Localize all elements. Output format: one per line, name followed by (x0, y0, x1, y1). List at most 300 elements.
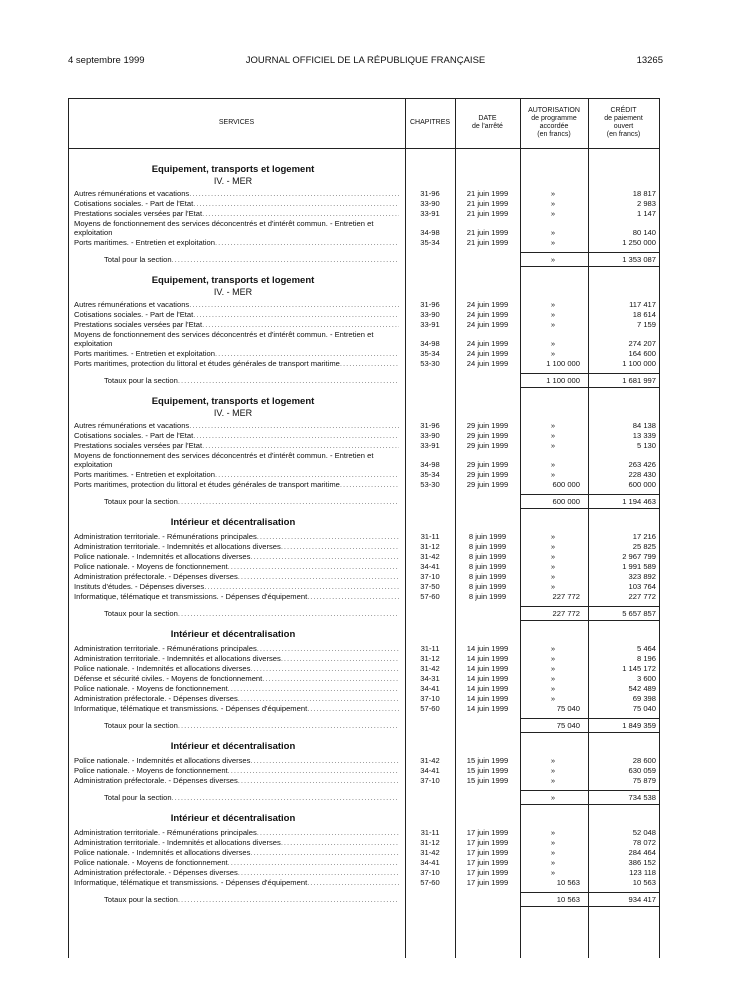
chapitre-cell: 57-60 (420, 704, 440, 713)
credit-cell: 542 489 (628, 684, 656, 693)
section-heading (68, 396, 660, 419)
date-cell: 29 juin 1999 (466, 480, 509, 489)
leader-dots (250, 848, 399, 858)
leader-dots (228, 858, 399, 868)
chapitre-cell: 34-31 (420, 674, 440, 683)
section-total-row (68, 608, 660, 620)
leader-dots (250, 664, 399, 674)
table-row (68, 330, 660, 349)
service-label: Instituts d'études. - Dépenses diverses (74, 582, 205, 591)
service-label: Administration territoriale. - Indemnités et allocations diverses (74, 838, 281, 847)
leader-dots (178, 608, 399, 620)
autorisation-cell: » (550, 470, 556, 479)
section-title: Intérieur et décentralisation (170, 813, 296, 824)
chapitre-cell: 31-96 (420, 300, 440, 309)
service-cell (74, 562, 399, 572)
service-label: Police nationale. - Moyens de fonctionnement (74, 858, 228, 867)
autorisation-cell: » (550, 552, 556, 561)
credit-cell: 1 100 000 (622, 359, 656, 368)
total-label: Totaux pour la section (104, 721, 178, 730)
column-header-credit: CRÉDIT de paiement ouvert (en francs) (604, 107, 643, 138)
credit-cell: 164 600 (628, 349, 656, 358)
autorisation-cell: » (550, 562, 556, 571)
section-title: Equipement, transports et logement (151, 275, 315, 286)
total-credit: 1 849 359 (622, 721, 656, 730)
table-row (68, 878, 660, 888)
chapitre-cell: 37-10 (420, 868, 440, 877)
service-cell: Moyens de fonctionnement des services déconcentrés et d'intérêt commun. - Entretien et exploitation (74, 451, 374, 469)
service-label: Défense et sécurité civiles. - Moyens de fonctionnement (74, 674, 263, 683)
leader-dots (340, 480, 399, 490)
leader-dots (204, 582, 399, 592)
credit-cell: 274 207 (628, 339, 656, 348)
chapitre-cell: 37-10 (420, 694, 440, 703)
service-cell (74, 704, 399, 714)
chapitre-cell: 33-90 (420, 431, 440, 440)
table-row (68, 189, 660, 199)
leader-dots (228, 766, 399, 776)
section-title: Equipement, transports et logement (151, 396, 315, 407)
service-label: Informatique, télématique et transmissions. - Dépenses d'équipement (74, 592, 308, 601)
total-label: Totaux pour la section (104, 609, 178, 618)
service-label: Autres rémunérations et vacations (74, 189, 190, 198)
chapitre-cell: 35-34 (420, 470, 440, 479)
service-cell (74, 349, 399, 359)
total-autorisation: 75 040 (556, 721, 580, 730)
credit-cell: 75 879 (632, 776, 656, 785)
table-row (68, 694, 660, 704)
leader-dots (193, 310, 399, 320)
service-cell (74, 694, 399, 704)
autorisation-cell: » (550, 684, 556, 693)
autorisation-cell: » (550, 300, 556, 309)
service-label: Administration territoriale. - Rémunérations principales (74, 828, 257, 837)
chapitre-cell: 31-96 (420, 421, 440, 430)
service-cell (74, 470, 399, 480)
date-cell: 8 juin 1999 (468, 562, 507, 571)
credit-cell: 117 417 (629, 300, 656, 309)
date-cell: 17 juin 1999 (466, 848, 509, 857)
date-cell: 24 juin 1999 (466, 339, 509, 348)
leader-dots (238, 694, 399, 704)
service-cell (74, 766, 399, 776)
service-cell (74, 552, 399, 562)
table-row (68, 868, 660, 878)
service-label: Informatique, télématique et transmissions. - Dépenses d'équipement (74, 878, 308, 887)
leader-dots (215, 238, 399, 248)
leader-dots (238, 868, 399, 878)
table-row (68, 451, 660, 470)
table-row (68, 684, 660, 694)
leader-dots (215, 470, 399, 480)
date-cell: 24 juin 1999 (466, 349, 509, 358)
date-cell: 21 juin 1999 (466, 199, 509, 208)
credit-cell: 25 825 (632, 542, 656, 551)
total-label-cell (104, 496, 399, 508)
section-total-row (68, 792, 660, 804)
table-row (68, 320, 660, 330)
date-cell: 29 juin 1999 (466, 460, 509, 469)
service-cell (74, 310, 399, 320)
autorisation-cell: » (550, 756, 556, 765)
credit-cell: 123 118 (629, 868, 656, 877)
date-cell: 17 juin 1999 (466, 868, 509, 877)
chapitre-cell: 35-34 (420, 238, 440, 247)
section-heading (68, 164, 660, 187)
date-cell: 29 juin 1999 (466, 421, 509, 430)
leader-dots (307, 592, 399, 602)
service-label: Administration territoriale. - Rémunérations principales (74, 532, 257, 541)
service-label: Autres rémunérations et vacations (74, 300, 190, 309)
total-label-cell (104, 720, 399, 732)
credit-cell: 227 772 (628, 592, 656, 601)
autorisation-cell: » (550, 209, 556, 218)
total-label: Totaux pour la section (104, 376, 178, 385)
leader-dots (189, 421, 399, 431)
date-cell: 8 juin 1999 (468, 552, 507, 561)
chapitre-cell: 57-60 (420, 592, 440, 601)
service-cell (74, 644, 399, 654)
date-cell: 24 juin 1999 (466, 300, 509, 309)
service-cell (74, 532, 399, 542)
credits-table (68, 98, 660, 958)
service-label: Police nationale. - Indemnités et allocations diverses (74, 848, 251, 857)
total-label-cell (104, 608, 399, 620)
credit-cell: 5 130 (636, 441, 656, 450)
total-label-cell (104, 254, 399, 266)
service-cell: Moyens de fonctionnement des services déconcentrés et d'intérêt commun. - Entretien et exploitation (74, 219, 374, 237)
service-label: Ports maritimes. - Entretien et exploitation (74, 238, 215, 247)
service-label: Administration préfectorale. - Dépenses diverses (74, 868, 238, 877)
section-title: Intérieur et décentralisation (170, 629, 296, 640)
credit-cell: 84 138 (632, 421, 656, 430)
autorisation-cell: » (550, 582, 556, 591)
issue-date: 4 septembre 1999 (68, 55, 145, 66)
date-cell: 29 juin 1999 (466, 431, 509, 440)
chapitre-cell: 37-10 (420, 776, 440, 785)
service-cell (74, 828, 399, 838)
service-label: Administration territoriale. - Rémunérations principales (74, 644, 257, 653)
date-cell: 17 juin 1999 (466, 828, 509, 837)
date-cell: 14 juin 1999 (466, 674, 509, 683)
credit-cell: 5 464 (636, 644, 656, 653)
column-header-services: SERVICES (218, 119, 255, 126)
total-autorisation: 10 563 (556, 895, 580, 904)
section-subtitle: IV. - MER (213, 287, 253, 297)
autorisation-cell: 1 100 000 (546, 359, 580, 368)
autorisation-cell: » (550, 199, 556, 208)
leader-dots (228, 684, 399, 694)
chapitre-cell: 53-30 (420, 480, 440, 489)
table-row (68, 219, 660, 238)
leader-dots (238, 572, 399, 582)
service-cell (74, 572, 399, 582)
service-cell (74, 209, 399, 219)
autorisation-cell: 227 772 (552, 592, 580, 601)
service-cell (74, 664, 399, 674)
date-cell: 24 juin 1999 (466, 359, 509, 368)
service-cell (74, 431, 399, 441)
service-cell (74, 838, 399, 848)
service-cell (74, 542, 399, 552)
service-cell (74, 674, 399, 684)
date-cell: 24 juin 1999 (466, 310, 509, 319)
date-cell: 14 juin 1999 (466, 644, 509, 653)
chapitre-cell: 37-50 (420, 582, 440, 591)
total-label: Total pour la section (104, 793, 172, 802)
autorisation-cell: » (550, 431, 556, 440)
date-cell: 8 juin 1999 (468, 542, 507, 551)
leader-dots (250, 756, 399, 766)
total-label-cell (104, 375, 399, 387)
table-row (68, 552, 660, 562)
date-cell: 29 juin 1999 (466, 470, 509, 479)
section-heading (68, 517, 660, 529)
date-cell: 17 juin 1999 (466, 878, 509, 887)
service-label: Administration territoriale. - Indemnités et allocations diverses (74, 654, 281, 663)
table-row (68, 704, 660, 714)
chapitre-cell: 31-96 (420, 189, 440, 198)
chapitre-cell: 31-42 (420, 848, 440, 857)
autorisation-cell: » (550, 766, 556, 775)
service-label: Police nationale. - Moyens de fonctionnement (74, 684, 228, 693)
service-cell (74, 848, 399, 858)
credit-cell: 10 563 (632, 878, 656, 887)
date-cell: 21 juin 1999 (466, 209, 509, 218)
table-row (68, 756, 660, 766)
date-cell: 17 juin 1999 (466, 858, 509, 867)
service-label: Cotisations sociales. - Part de l'Etat (74, 199, 194, 208)
table-row (68, 848, 660, 858)
date-cell: 8 juin 1999 (468, 532, 507, 541)
credit-cell: 2 967 799 (622, 552, 656, 561)
section-total-row (68, 375, 660, 387)
service-label: Autres rémunérations et vacations (74, 421, 190, 430)
total-credit: 1 353 087 (622, 255, 656, 264)
credit-cell: 263 426 (628, 460, 656, 469)
table-row (68, 654, 660, 664)
credit-cell: 386 152 (628, 858, 656, 867)
chapitre-cell: 31-11 (420, 828, 440, 837)
autorisation-cell: » (550, 838, 556, 847)
page-header (68, 55, 663, 69)
total-credit: 934 417 (628, 895, 656, 904)
autorisation-cell: » (550, 542, 556, 551)
chapitre-cell: 37-10 (420, 572, 440, 581)
chapitre-cell: 31-11 (420, 532, 440, 541)
leader-dots (189, 300, 399, 310)
section-title: Intérieur et décentralisation (170, 741, 296, 752)
autorisation-cell: 75 040 (556, 704, 580, 713)
service-label: Administration préfectorale. - Dépenses diverses (74, 572, 238, 581)
table-row (68, 431, 660, 441)
table-row (68, 828, 660, 838)
service-label: Police nationale. - Indemnités et allocations diverses (74, 756, 251, 765)
service-cell (74, 878, 399, 888)
total-autorisation: 600 000 (552, 497, 580, 506)
credit-cell: 630 059 (628, 766, 656, 775)
credit-cell: 228 430 (628, 470, 656, 479)
section-heading (68, 741, 660, 753)
service-label: Administration territoriale. - Indemnités et allocations diverses (74, 542, 281, 551)
chapitre-cell: 31-12 (420, 542, 440, 551)
service-label: Administration préfectorale. - Dépenses diverses (74, 776, 238, 785)
journal-title: JOURNAL OFFICIEL DE LA RÉPUBLIQUE FRANÇAISE (245, 55, 486, 66)
service-cell (74, 189, 399, 199)
credit-cell: 52 048 (632, 828, 656, 837)
leader-dots (257, 644, 399, 654)
date-cell: 14 juin 1999 (466, 694, 509, 703)
column-header-date: DATE de l'arrêté (472, 115, 503, 130)
credit-cell: 323 892 (628, 572, 656, 581)
credit-cell: 18 817 (632, 189, 656, 198)
section-total-row (68, 496, 660, 508)
autorisation-cell: » (550, 858, 556, 867)
autorisation-cell: » (550, 339, 556, 348)
leader-dots (189, 189, 399, 199)
table-row (68, 421, 660, 431)
table-row (68, 776, 660, 786)
credit-cell: 8 196 (636, 654, 656, 663)
total-credit: 734 538 (628, 793, 656, 802)
chapitre-cell: 33-90 (420, 199, 440, 208)
leader-dots (340, 359, 399, 369)
chapitre-cell: 34-98 (420, 339, 440, 348)
leader-dots (250, 552, 399, 562)
date-cell: 14 juin 1999 (466, 654, 509, 663)
service-cell (74, 421, 399, 431)
leader-dots (172, 254, 399, 266)
chapitre-cell: 33-90 (420, 310, 440, 319)
section-total-row (68, 894, 660, 906)
total-credit: 1 681 997 (622, 376, 656, 385)
credit-cell: 78 072 (632, 838, 656, 847)
section-title: Equipement, transports et logement (151, 164, 315, 175)
date-cell: 21 juin 1999 (466, 189, 509, 198)
service-cell (74, 238, 399, 248)
table-row (68, 359, 660, 369)
chapitre-cell: 34-41 (420, 562, 440, 571)
date-cell: 15 juin 1999 (466, 756, 509, 765)
autorisation-cell: » (550, 228, 556, 237)
table-row (68, 766, 660, 776)
leader-dots (202, 441, 399, 451)
table-header-border (68, 148, 660, 149)
autorisation-cell: » (550, 664, 556, 673)
leader-dots (202, 209, 399, 219)
chapitre-cell: 31-42 (420, 756, 440, 765)
service-label: Ports maritimes. - Entretien et exploitation (74, 470, 215, 479)
service-cell (74, 199, 399, 209)
chapitre-cell: 33-91 (420, 209, 440, 218)
table-row (68, 838, 660, 848)
credit-cell: 284 464 (628, 848, 656, 857)
table-row (68, 238, 660, 248)
service-label: Ports maritimes, protection du littoral et études générales de transport maritime (74, 359, 340, 368)
leader-dots (193, 431, 399, 441)
total-autorisation: 227 772 (552, 609, 580, 618)
section-heading (68, 813, 660, 825)
total-label-cell (104, 792, 399, 804)
credit-cell: 103 764 (628, 582, 656, 591)
service-cell (74, 441, 399, 451)
table-row (68, 582, 660, 592)
autorisation-cell: » (550, 349, 556, 358)
service-cell (74, 756, 399, 766)
leader-dots (178, 496, 399, 508)
credit-cell: 13 339 (632, 431, 656, 440)
credit-cell: 75 040 (632, 704, 656, 713)
service-cell (74, 868, 399, 878)
table-row (68, 300, 660, 310)
leader-dots (178, 720, 399, 732)
table-row (68, 209, 660, 219)
table-row (68, 542, 660, 552)
total-label: Totaux pour la section (104, 497, 178, 506)
service-cell (74, 480, 399, 490)
chapitre-cell: 53-30 (420, 359, 440, 368)
total-label-cell (104, 894, 399, 906)
table-row (68, 592, 660, 602)
leader-dots (307, 704, 399, 714)
total-credit: 5 657 857 (622, 609, 656, 618)
section-total-row (68, 254, 660, 266)
autorisation-cell: 10 563 (556, 878, 580, 887)
service-label: Prestations sociales versées par l'Etat (74, 209, 203, 218)
chapitre-cell: 31-12 (420, 838, 440, 847)
autorisation-cell: » (550, 848, 556, 857)
section-heading (68, 629, 660, 641)
date-cell: 14 juin 1999 (466, 684, 509, 693)
date-cell: 8 juin 1999 (468, 582, 507, 591)
chapitre-cell: 34-98 (420, 460, 440, 469)
service-label: Ports maritimes, protection du littoral et études générales de transport maritime (74, 480, 340, 489)
leader-dots (262, 674, 399, 684)
date-cell: 21 juin 1999 (466, 238, 509, 247)
leader-dots (281, 542, 399, 552)
autorisation-cell: » (550, 310, 556, 319)
credit-cell: 69 398 (632, 694, 656, 703)
service-cell (74, 592, 399, 602)
service-cell (74, 776, 399, 786)
credit-cell: 17 216 (632, 532, 656, 541)
credit-cell: 600 000 (628, 480, 656, 489)
section-total-row (68, 720, 660, 732)
leader-dots (178, 894, 399, 906)
total-credit: 1 194 463 (622, 497, 656, 506)
autorisation-cell: » (550, 421, 556, 430)
service-label: Cotisations sociales. - Part de l'Etat (74, 310, 194, 319)
leader-dots (281, 838, 399, 848)
table-body (68, 164, 660, 906)
chapitre-cell: 34-41 (420, 684, 440, 693)
date-cell: 24 juin 1999 (466, 320, 509, 329)
autorisation-cell: » (550, 776, 556, 785)
table-row (68, 572, 660, 582)
credit-cell: 2 983 (636, 199, 656, 208)
total-autorisation: 1 100 000 (546, 376, 580, 385)
table-row (68, 532, 660, 542)
table-row (68, 480, 660, 490)
date-cell: 17 juin 1999 (466, 838, 509, 847)
table-row (68, 441, 660, 451)
date-cell: 8 juin 1999 (468, 592, 507, 601)
autorisation-cell: » (550, 674, 556, 683)
leader-dots (193, 199, 399, 209)
leader-dots (307, 878, 399, 888)
credit-cell: 3 600 (636, 674, 656, 683)
chapitre-cell: 34-98 (420, 228, 440, 237)
